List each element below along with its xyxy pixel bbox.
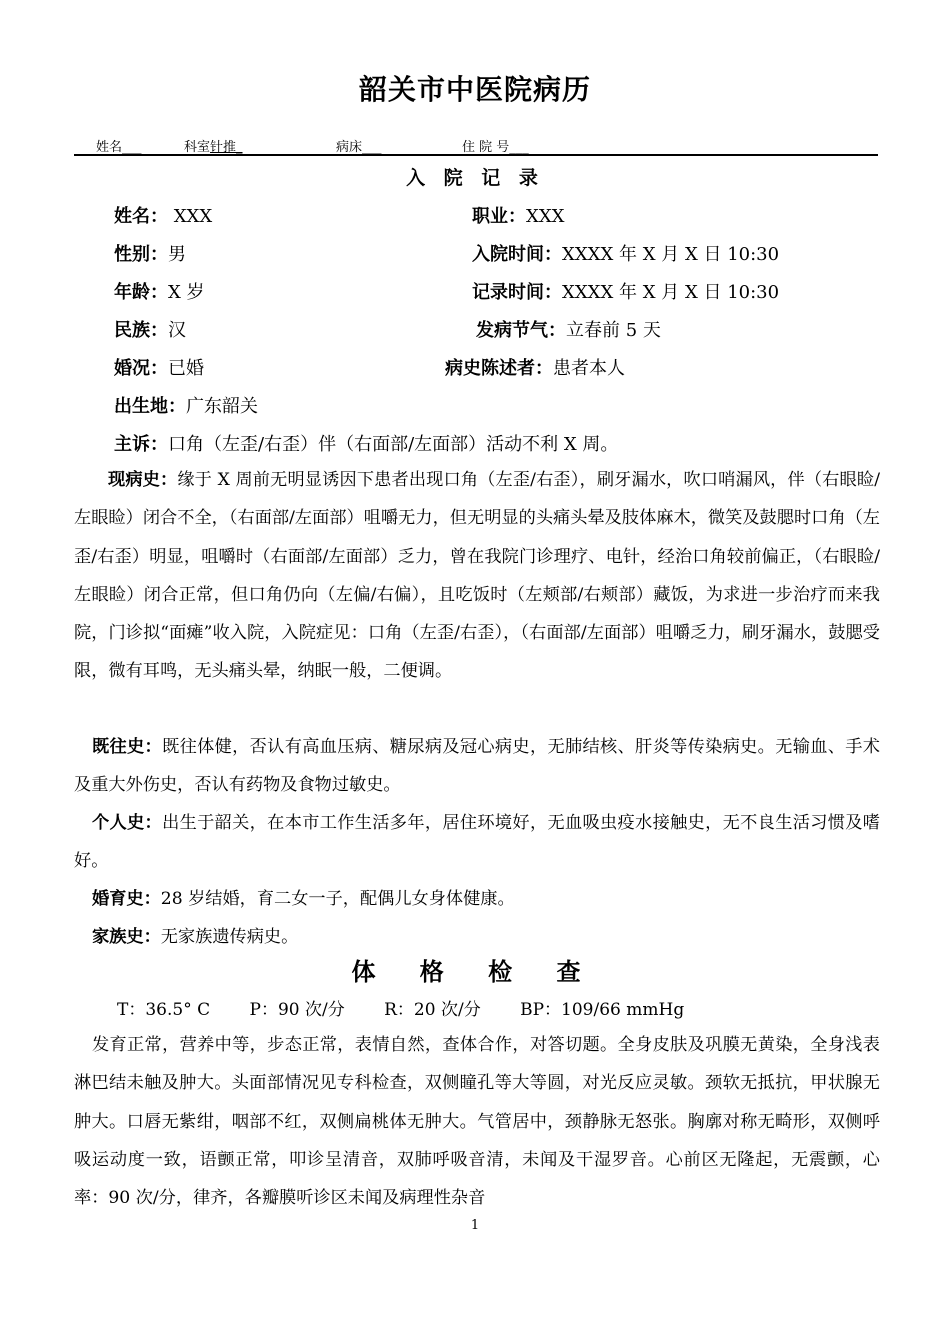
header-name: 姓名___: [96, 140, 142, 155]
field-solar-term: 发病节气：立春前 5 天: [476, 320, 661, 341]
field-name: 姓名： XXX: [114, 206, 213, 227]
field-marital: 婚况：已婚: [114, 358, 204, 379]
page-number: 1: [470, 1218, 480, 1233]
record-header-line: [74, 134, 878, 156]
physical-exam-paragraph: 发育正常，营养中等，步态正常，表情自然，查体合作，对答切题。全身皮肤及巩膜无黄染，全身浅表淋巴结未触及肿大。头面部情况见专科检查，双侧瞳孔等大等圆，对光反应灵敏。颈软无抵抗，甲状腺无肿大。口唇无紫绀，咽部不红，双侧扁桃体无肿大。气管居中，颈静脉无怒张。胸廓对称无畸形，双侧呼吸运动度一致，语颤正常，叩诊呈清音，双肺呼吸音清，未闻及干湿罗音。心前区无隆起，无震颤，心率：90 次/分，律齐，各瓣膜听诊区未闻及病理性杂音: [74, 1035, 880, 1209]
field-narrator: 病史陈述者：患者本人: [445, 358, 625, 379]
present-illness-paragraph: 现病史：缘于 X 周前无明显诱因下患者出现口角（左歪/右歪），刷牙漏水，吹口哨漏风，伴（右眼睑/左眼睑）闭合不全，（右面部/左面部）咀嚼无力，但无明显的头痛头晕及肢体麻木，微笑及鼓腮时口角（左歪/右歪）明显，咀嚼时（右面部/左面部）乏力，曾在我院门诊理疗、电针，经治口角较前偏正，（右眼睑/左眼睑）闭合正常，但口角仍向（左偏/右偏），且吃饭时（左颊部/右颊部）藏饭，为求进一步治疗而来我院，门诊拟“面瘫”收入院，入院症见：口角（左歪/右歪），（右面部/左面部）咀嚼乏力，刷牙漏水，鼓腮受限，微有耳鸣，无头痛头晕，纳眠一般，二便调。: [74, 470, 880, 682]
family-history-paragraph: 家族史：无家族遗传病史。: [92, 927, 299, 947]
field-record-time: 记录时间：XXXX 年 X 月 X 日 10:30: [472, 282, 780, 303]
field-age: 年龄：X 岁: [114, 282, 205, 303]
marriage-history-paragraph: 婚育史：28 岁结婚，育二女一子，配偶儿女身体健康。: [92, 889, 515, 909]
physical-exam-heading: 体 格 检 查: [351, 958, 599, 986]
vital-pulse: P：90 次/分: [249, 1000, 345, 1020]
header-dept: [184, 136, 243, 155]
field-sex: 性别：男: [114, 244, 186, 265]
vital-blood-pressure: BP：109/66 mmHg: [520, 1000, 685, 1020]
vital-signs: [117, 995, 718, 1020]
header-dept-label: 科室: [184, 140, 211, 155]
past-history-paragraph: 既往史：既往体健，否认有高血压病、糖尿病及冠心病史，无肺结核、肝炎等传染病史。无输血、手术及重大外伤史，否认有药物及食物过敏史。: [74, 737, 880, 796]
vital-respiration: R：20 次/分: [384, 1000, 481, 1020]
admission-record-heading: 入 院 记 录: [406, 167, 544, 189]
header-dept-value: 针推_: [210, 140, 243, 155]
personal-history-paragraph: 个人史：出生于韶关，在本市工作生活多年，居住环境好，无血吸虫疫水接触史，无不良生活习惯及嗜好。: [74, 813, 880, 872]
field-admit-time: 入院时间：XXXX 年 X 月 X 日 10:30: [472, 244, 780, 265]
document-title: 韶关市中医院病历: [358, 73, 591, 106]
vital-temperature: T：36.5° C: [117, 1000, 211, 1020]
field-ethnicity: 民族：汉: [114, 320, 186, 341]
header-admission-no: 住 院 号___: [462, 140, 529, 155]
header-bed: 病床___: [336, 140, 382, 155]
field-birthplace: 出生地：广东韶关: [114, 396, 258, 417]
chief-complaint: 主诉：口角（左歪/右歪）伴（右面部/左面部）活动不利 X 周。: [114, 434, 619, 455]
field-occupation: 职业：XXX: [472, 206, 565, 227]
